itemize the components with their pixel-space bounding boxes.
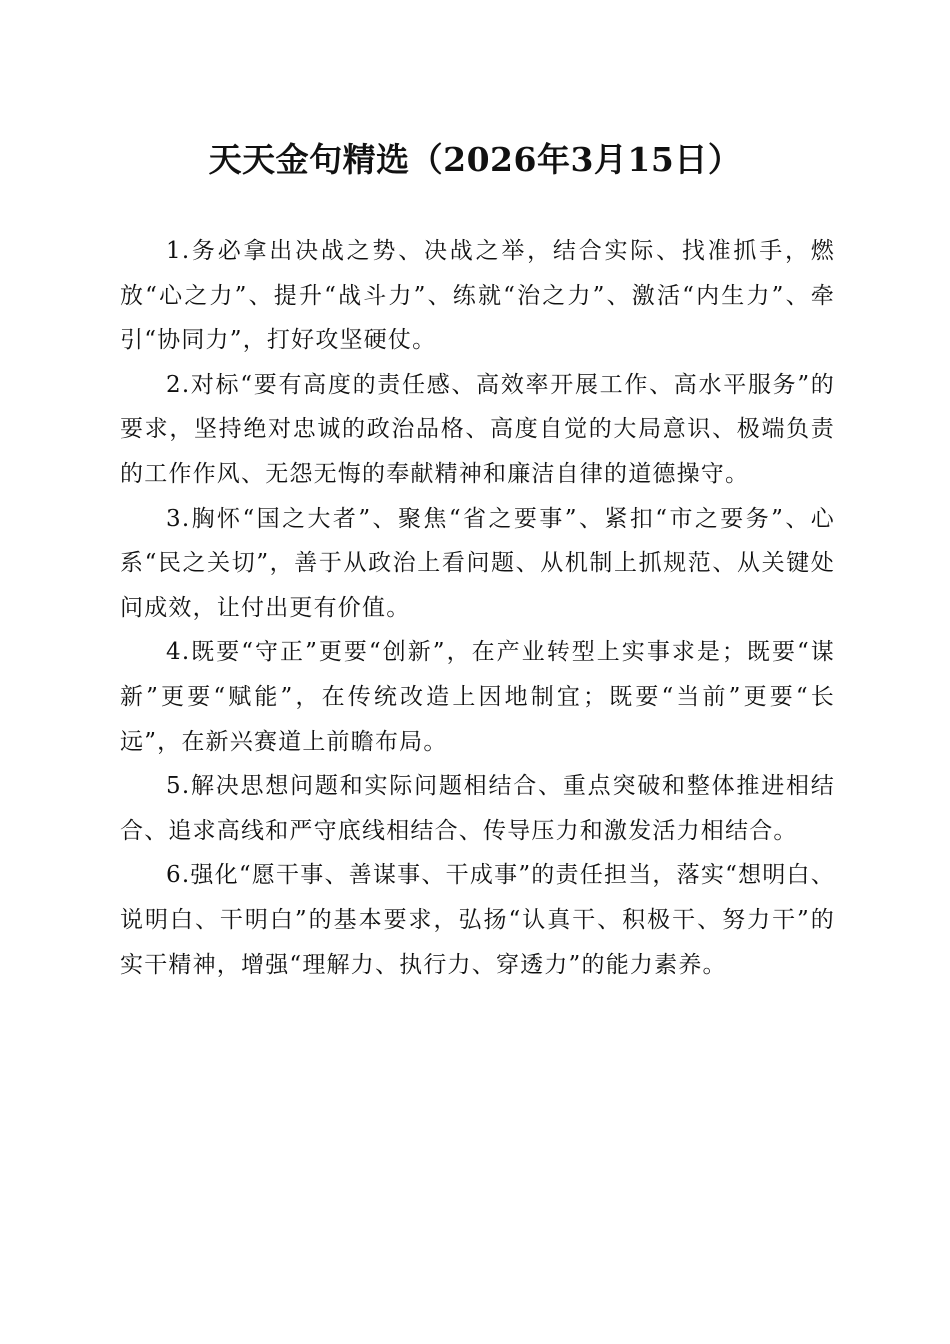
quote-paragraph-5: 5.解决思想问题和实际问题相结合、重点突破和整体推进相结合、追求高线和严守底线相结合、传导压力和激发活力相结合。 — [120, 773, 835, 844]
document-title: 天天金句精选（2026年3月15日） — [208, 140, 742, 179]
document-body — [120, 229, 835, 987]
quote-paragraph-1: 1.务必拿出决战之势、决战之举，结合实际、找准抓手，燃放“心之力”、提升“战斗力”、练就“治之力”、激活“内生力”、牵引“协同力”，打好攻坚硬仗。 — [120, 238, 835, 354]
quote-paragraph-3: 3.胸怀“国之大者”、聚焦“省之要事”、紧扣“市之要务”、心系“民之关切”，善于从政治上看问题、从机制上抓规范、从关键处问成效，让付出更有价值。 — [120, 505, 835, 621]
quote-paragraph-6: 6.强化“愿干事、善谋事、干成事”的责任担当，落实“想明白、说明白、干明白”的基本要求，弘扬“认真干、积极干、努力干”的实干精神，增强“理解力、执行力、穿透力”的能力素养。 — [120, 862, 835, 978]
quote-paragraph-2: 2.对标“要有高度的责任感、高效率开展工作、高水平服务”的要求，坚持绝对忠诚的政治品格、高度自觉的大局意识、极端负责的工作作风、无怨无悔的奉献精神和廉洁自律的道德操守。 — [120, 371, 835, 487]
quote-paragraph-4: 4.既要“守正”更要“创新”，在产业转型上实事求是；既要“谋新”更要“赋能”，在传统改造上因地制宜；既要“当前”更要“长远”，在新兴赛道上前瞻布局。 — [120, 639, 835, 755]
